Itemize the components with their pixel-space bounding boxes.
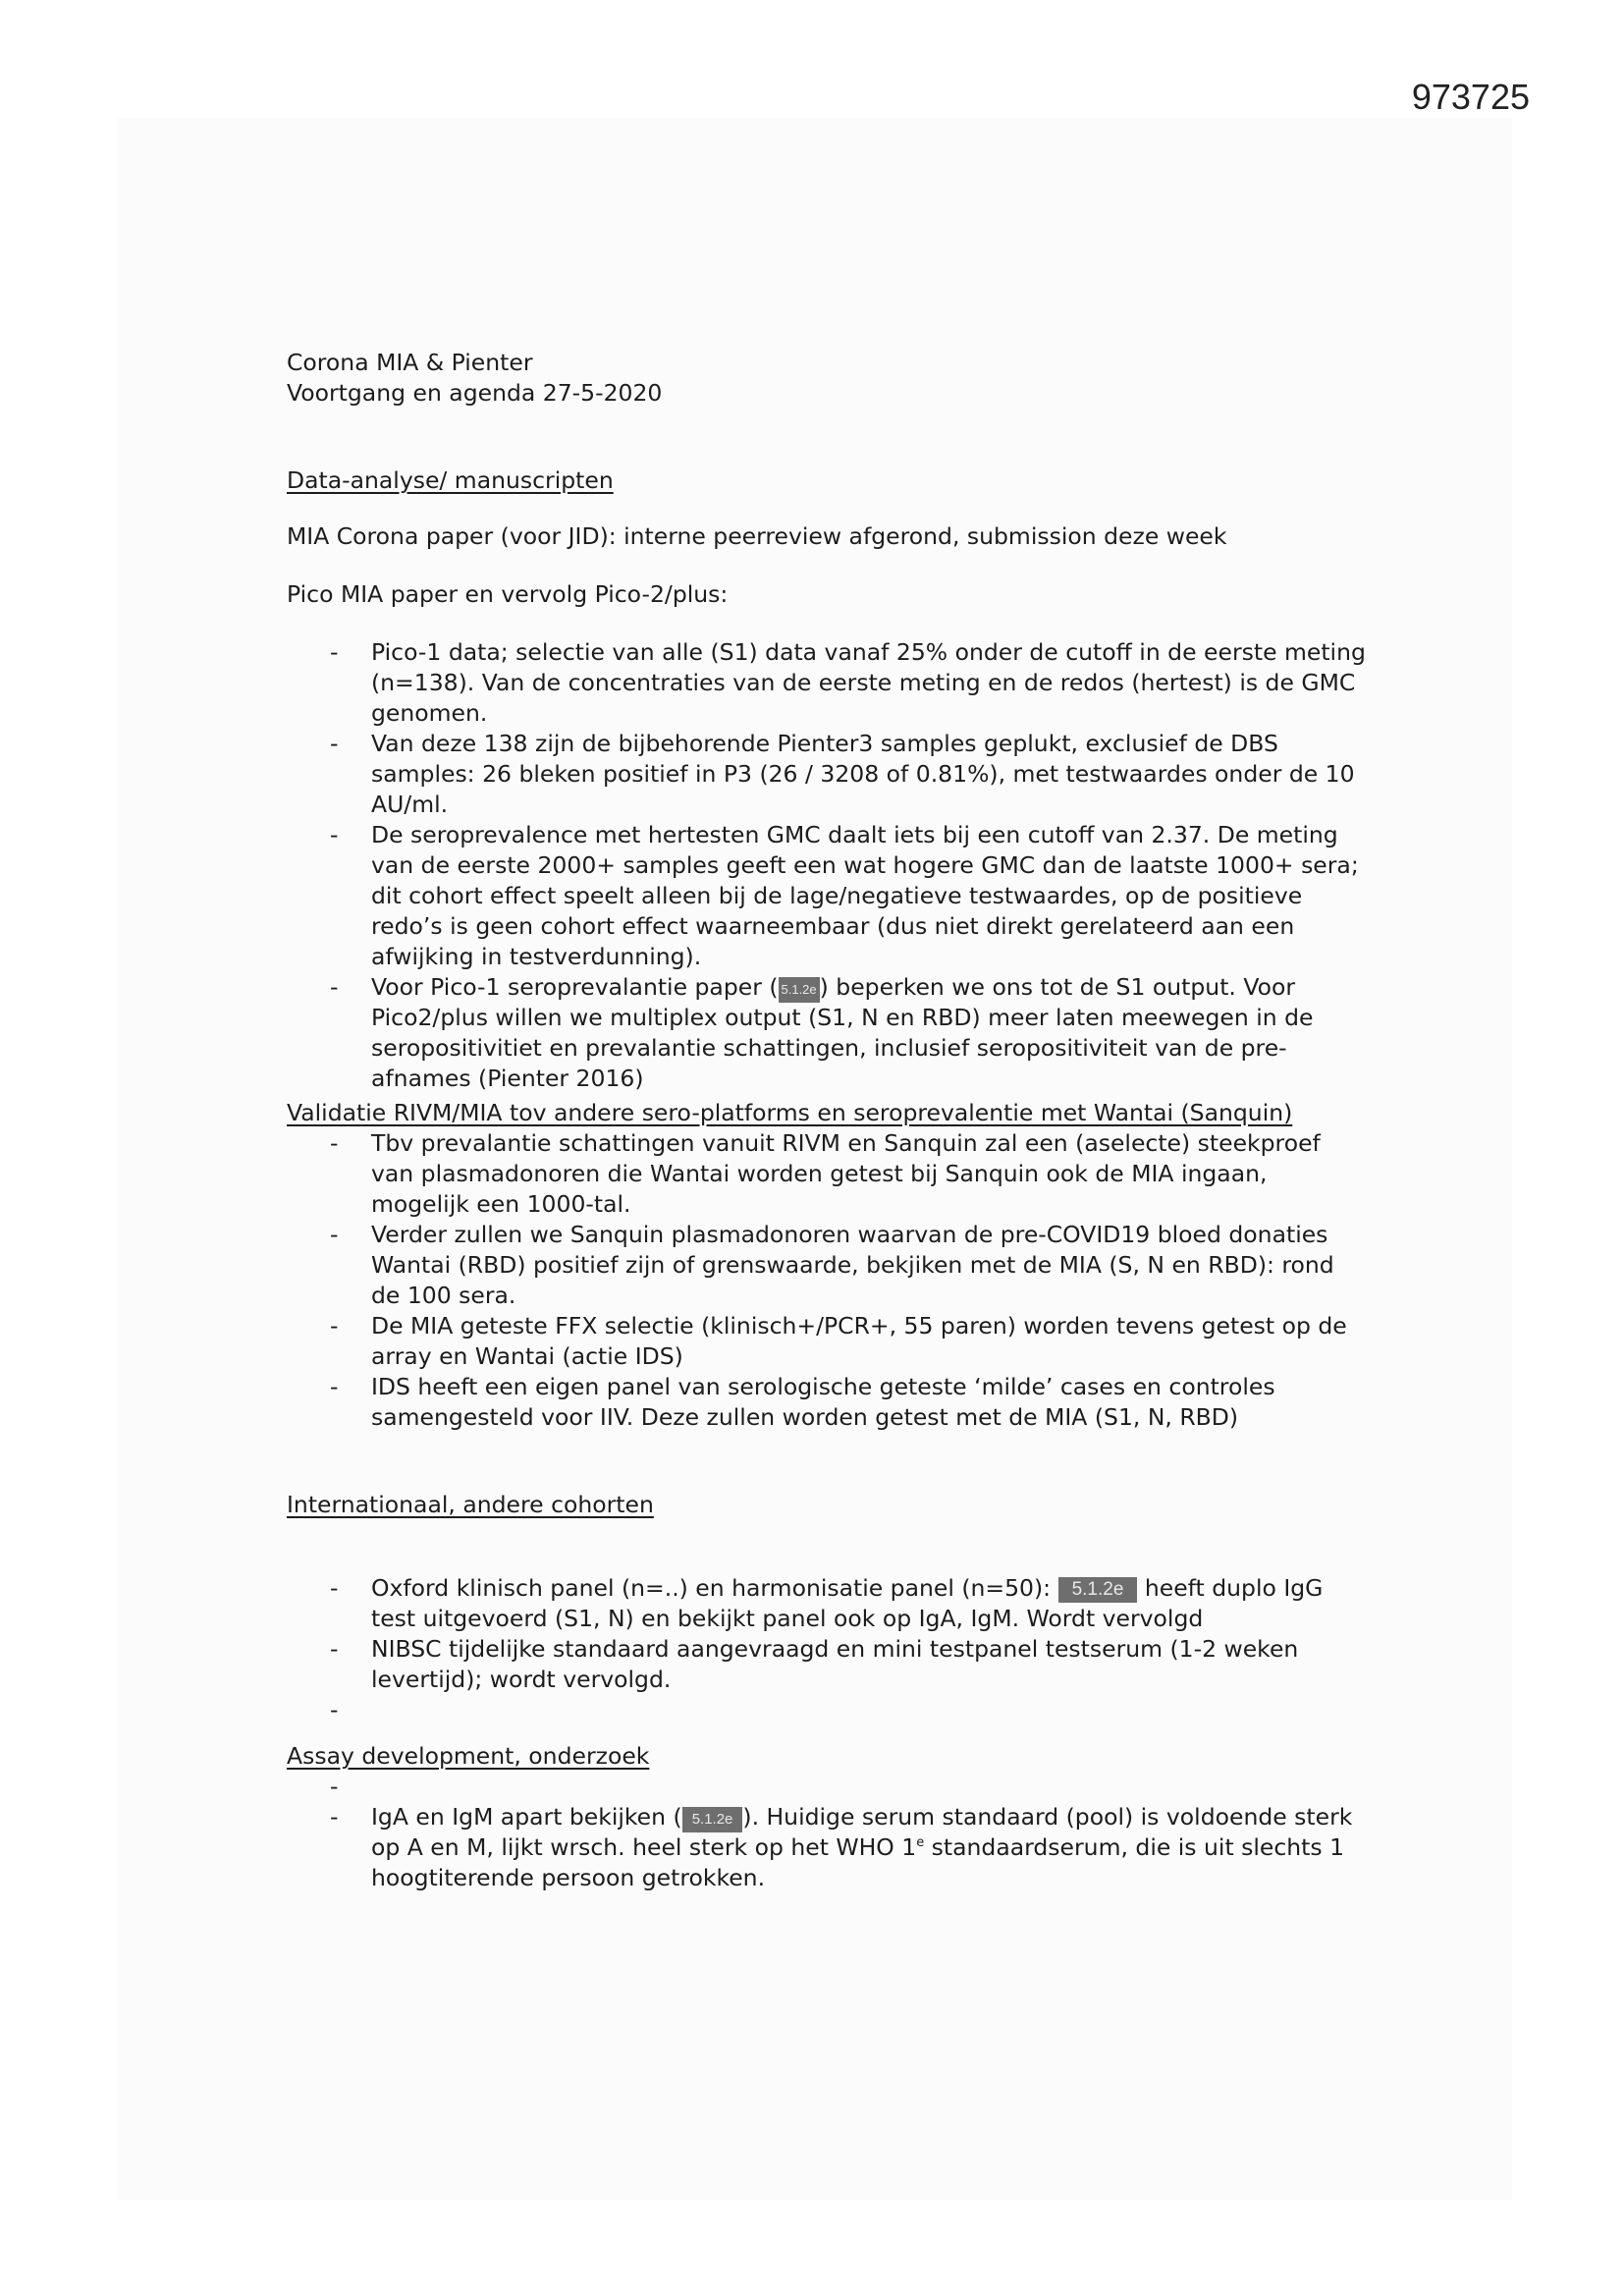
- assay-list: [287, 1772, 1367, 1893]
- list-item: - Pico-1 data; selectie van alle (S1) data vanaf 25% onder de cutoff in de eerste meting (n=138). Van de concentraties van de eerste meting en de redos (hertest) is de GMC genomen.: [287, 637, 1367, 729]
- list-item-text: ) beperken we ons tot de S1 output. Voor Pico2/plus willen we multiplex output (S1, N en RBD) meer laten meewegen in de seropositivitiet en prevalantie schattingen, inclusief seropositiviteit van de pre-afnames (Pienter 2016): [371, 973, 1314, 1092]
- paragraph-mia-corona-paper: MIA Corona paper (voor JID): interne peerreview afgerond, submission deze week: [287, 522, 1227, 550]
- data-analysis-list: [287, 637, 1367, 1094]
- document-number: 973725: [1411, 77, 1530, 117]
- list-item-empty: [287, 1772, 1367, 1802]
- list-item-text: heeft duplo IgG test uitgevoerd (S1, N) en bekijkt panel ook op IgA, IgM. Wordt vervolgd: [371, 1574, 1324, 1632]
- redaction-box: 5.1.2e: [682, 1807, 743, 1832]
- document-title: Corona MIA & Pienter: [287, 349, 533, 376]
- list-item-text: Voor Pico-1 seroprevalantie paper (: [371, 973, 779, 1001]
- validation-list: [287, 1128, 1367, 1433]
- list-item: - De MIA geteste FFX selectie (klinisch+/PCR+, 55 paren) worden tevens getest op de array en Wantai (actie IDS): [287, 1311, 1367, 1372]
- list-item-text: ). Huidige serum standaard (pool) is voldoende sterk op A en M, lijkt wrsch. heel sterk op het WHO 1: [371, 1803, 1353, 1861]
- superscript: e: [916, 1835, 925, 1851]
- paragraph-pico-mia-paper: Pico MIA paper en vervolg Pico-2/plus:: [287, 580, 729, 608]
- list-item-text: Oxford klinisch panel (n=..) en harmonisatie panel (n=50):: [371, 1574, 1058, 1602]
- section-heading-validation: Validatie RIVM/MIA tov andere sero-platforms en seroprevalentie met Wantai (Sanquin): [287, 1099, 1293, 1126]
- list-item: - Tbv prevalantie schattingen vanuit RIVM en Sanquin zal een (aselecte) steekproef van plasmadonoren die Wantai worden getest bij Sanquin ook de MIA ingaan, mogelijk een 1000-tal.: [287, 1128, 1367, 1220]
- section-heading-data-analysis: Data-analyse/ manuscripten: [287, 466, 614, 494]
- redaction-box: 5.1.2e: [779, 977, 820, 1003]
- document-body: [287, 348, 1367, 1893]
- list-item: - IDS heeft een eigen panel van serologische geteste ‘milde’ cases en controles samengesteld voor IIV. Deze zullen worden getest met de MIA (S1, N, RBD): [287, 1372, 1367, 1433]
- title-block: [287, 348, 1367, 409]
- list-item-empty: [287, 1695, 1367, 1725]
- list-item: - Van deze 138 zijn de bijbehorende Pienter3 samples geplukt, exclusief de DBS samples: 26 bleken positief in P3 (26 / 3208 of 0.81%), met testwaardes onder de 10 AU/ml.: [287, 729, 1367, 820]
- list-item: [287, 1802, 1367, 1893]
- list-item-text: standaardserum, die is uit slechts 1 hoogtiterende persoon getrokken.: [371, 1833, 1345, 1891]
- section-heading-assay: Assay development, onderzoek: [287, 1742, 650, 1770]
- list-item: [287, 972, 1367, 1094]
- redaction-box: 5.1.2e: [1058, 1577, 1138, 1603]
- list-item: - Verder zullen we Sanquin plasmadonoren waarvan de pre-COVID19 bloed donaties Wantai (RBD) positief zijn of grenswaarde, bekjiken met de MIA (S, N en RBD): rond de 100 sera.: [287, 1220, 1367, 1311]
- list-item: - De seroprevalence met hertesten GMC daalt iets bij een cutoff van 2.37. De meting van de eerste 2000+ samples geeft een wat hogere GMC dan de laatste 1000+ sera; dit cohort effect speelt alleen bij de lage/negatieve testwaardes, op de positieve redo’s is geen cohort effect waarneembaar (dus niet direkt gerelateerd aan een afwijking in testverdunning).: [287, 820, 1367, 972]
- list-item: - NIBSC tijdelijke standaard aangevraagd en mini testpanel testserum (1-2 weken levertijd); wordt vervolgd.: [287, 1634, 1367, 1695]
- international-list: [287, 1573, 1367, 1725]
- list-item: [287, 1573, 1367, 1634]
- section-heading-international: Internationaal, andere cohorten: [287, 1491, 654, 1518]
- document-subtitle: Voortgang en agenda 27-5-2020: [287, 379, 663, 407]
- list-item-text: IgA en IgM apart bekijken (: [371, 1803, 682, 1831]
